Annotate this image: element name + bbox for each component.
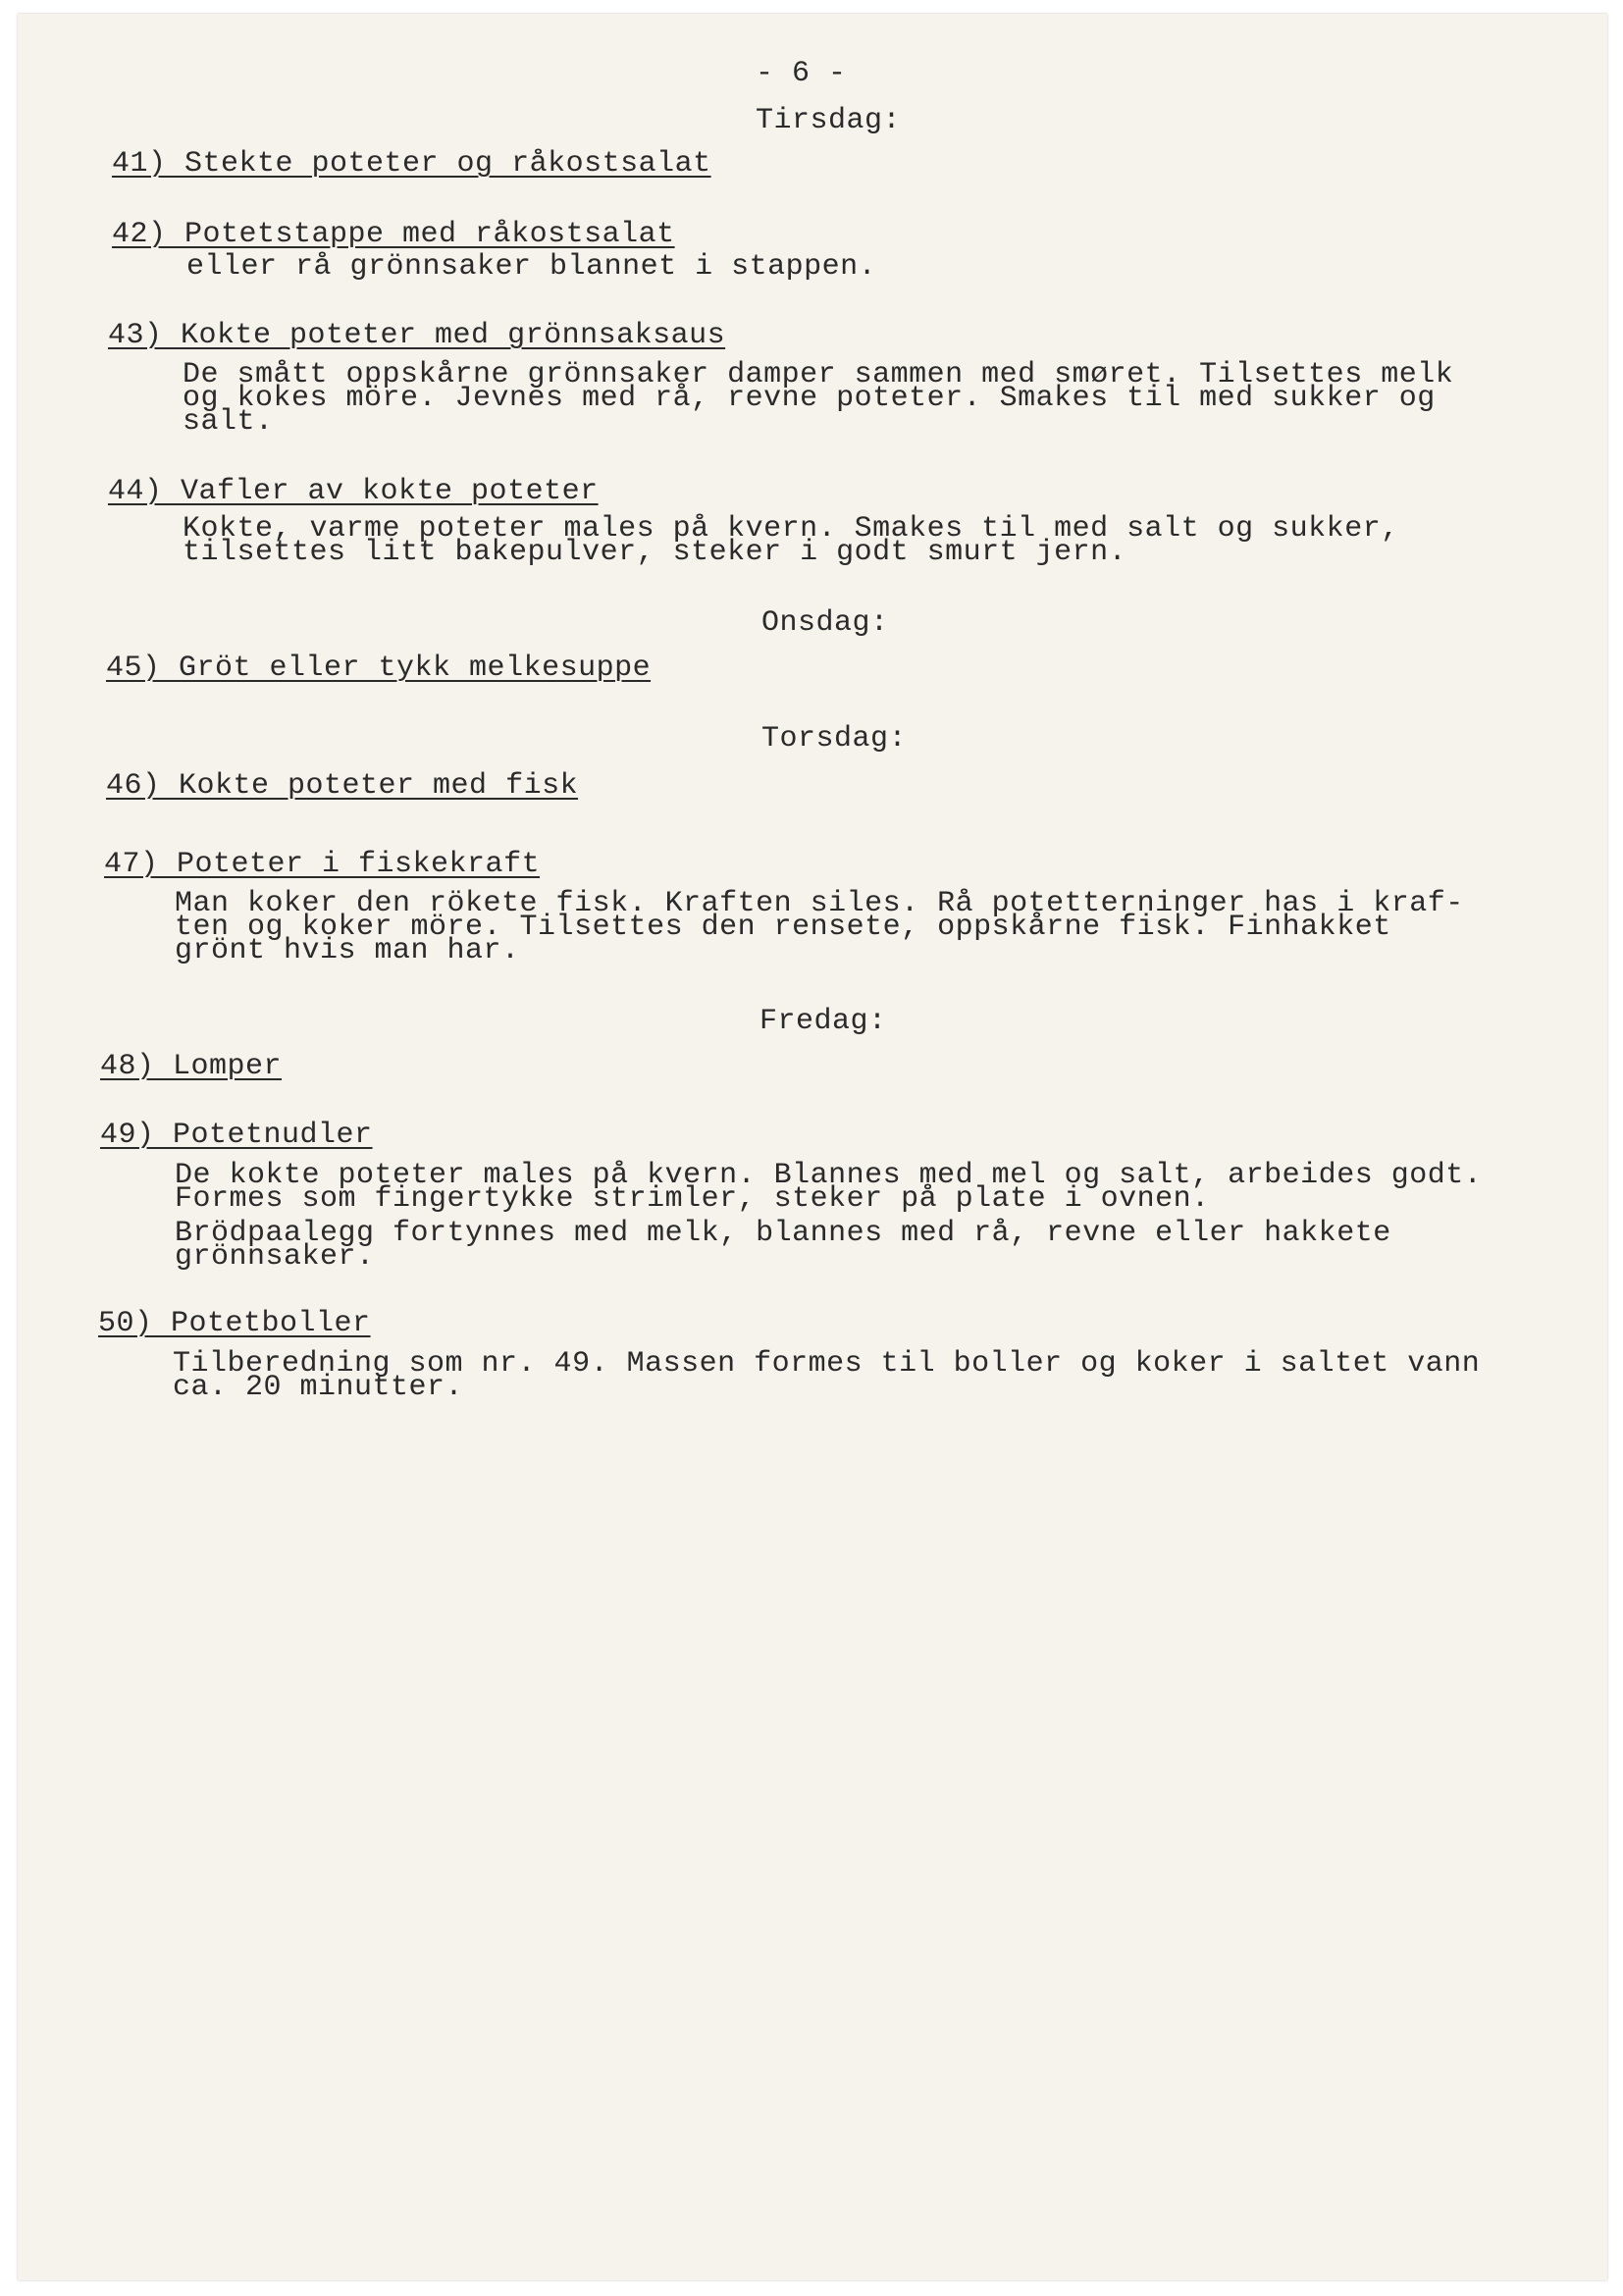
- recipe-48-title: 48) Lomper: [100, 1050, 283, 1083]
- day-heading-thursday: Torsdag:: [761, 722, 908, 756]
- recipe-43-text-line: De smått oppskårne grönnsaker damper sammen med smøret. Tilsettes melk: [183, 358, 1454, 391]
- recipe-50-text-line: ca. 20 minutter.: [173, 1371, 464, 1404]
- recipe-47-text-line: Man koker den rökete fisk. Kraften siles. Rå potetterninger has i kraf-: [175, 887, 1464, 920]
- recipe-44-title: 44) Vafler av kokte poteter: [108, 475, 599, 508]
- recipe-49-title: 49) Potetnudler: [100, 1119, 373, 1152]
- recipe-49-text-line: De kokte poteter males på kvern. Blannes med mel og salt, arbeides godt.: [175, 1159, 1483, 1192]
- recipe-50-text-line: Tilberedning som nr. 49. Massen formes til boller og koker i saltet vann: [173, 1347, 1481, 1381]
- document-page: [18, 14, 1607, 2280]
- recipe-44-text-line: Kokte, varme poteter males på kvern. Smakes til med salt og sukker,: [183, 512, 1399, 546]
- recipe-46-title: 46) Kokte poteter med fisk: [106, 769, 579, 803]
- recipe-45-title: 45) Gröt eller tykk melkesuppe: [106, 652, 652, 685]
- recipe-42-text-line: eller rå grönnsaker blannet i stappen.: [186, 250, 877, 284]
- recipe-49-note-line: grönnsaker.: [175, 1240, 375, 1274]
- day-heading-tuesday: Tirsdag:: [756, 104, 902, 137]
- recipe-49-text-line: Formes som fingertykke strimler, steker på plate i ovnen.: [175, 1182, 1210, 1216]
- recipe-47-title: 47) Poteter i fiskekraft: [104, 848, 541, 881]
- recipe-49-note-line: Brödpaalegg fortynnes med melk, blannes med rå, revne eller hakkete: [175, 1217, 1391, 1250]
- day-heading-wednesday: Onsdag:: [761, 606, 889, 640]
- day-heading-friday: Fredag:: [759, 1005, 887, 1038]
- recipe-50-title: 50) Potetboller: [98, 1307, 371, 1340]
- recipe-47-text-line: ten og koker möre. Tilsettes den rensete, oppskårne fisk. Finhakket: [175, 911, 1391, 944]
- recipe-43-title: 43) Kokte poteter med grönnsaksaus: [108, 319, 726, 352]
- page-number: - 6 -: [756, 57, 847, 90]
- recipe-43-text-line: salt.: [183, 405, 274, 439]
- recipe-47-text-line: grönt hvis man har.: [175, 934, 520, 967]
- recipe-41-title: 41) Stekte poteter og råkostsalat: [112, 147, 711, 181]
- recipe-42-title: 42) Potetstappe med råkostsalat: [112, 218, 675, 251]
- recipe-43-text-line: og kokes möre. Jevnes med rå, revne poteter. Smakes til med sukker og: [183, 382, 1436, 415]
- recipe-44-text-line: tilsettes litt bakepulver, steker i godt smurt jern.: [183, 536, 1127, 569]
